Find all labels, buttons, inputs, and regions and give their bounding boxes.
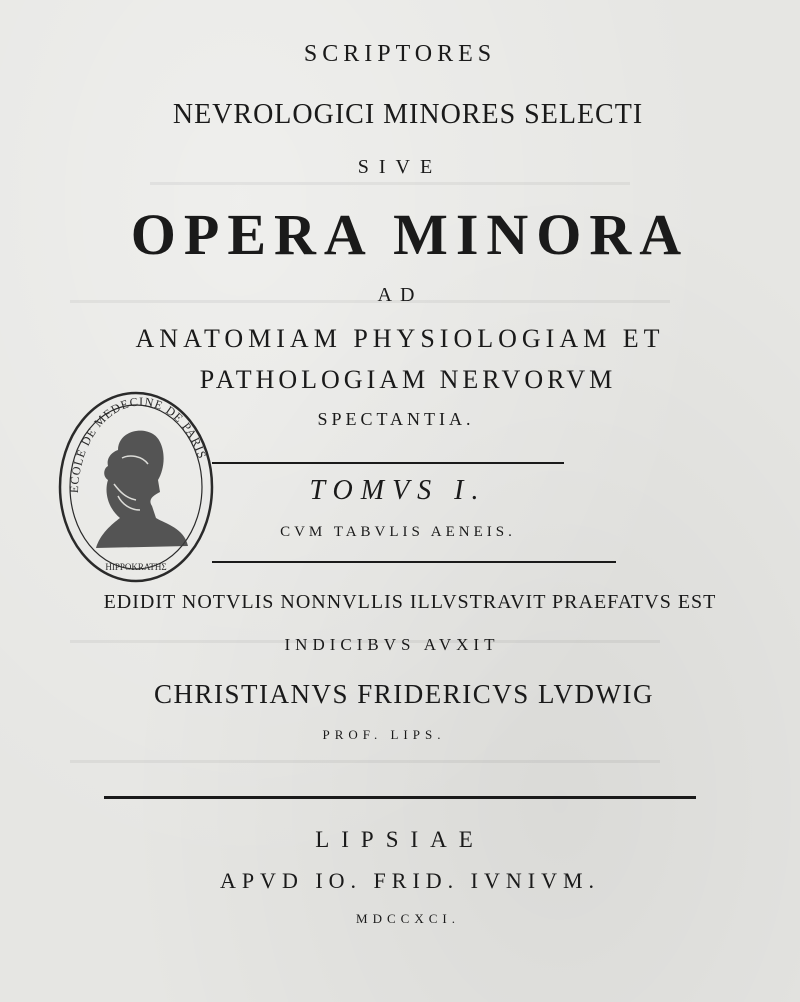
title-ad: AD bbox=[377, 284, 423, 306]
title-anatomiam: ANATOMIAM PHYSIOLOGIAM ET bbox=[135, 324, 665, 353]
svg-text:ECOLE DE MEDECINE DE PARIS: ECOLE DE MEDECINE DE PARIS bbox=[66, 394, 210, 494]
rule-middle bbox=[212, 561, 616, 563]
title-nevrologici: NEVROLOGICI MINORES SELECTI bbox=[172, 99, 644, 130]
editor-line-2: INDICIBVS AVXIT bbox=[284, 635, 500, 654]
title-spectantia: SPECTANTIA. bbox=[317, 409, 475, 429]
title-opera-minora: OPERA MINORA bbox=[130, 202, 690, 267]
editor-line-1: EDIDIT NOTVLIS NONNVLLIS ILLVSTRAVIT PRAEFATVS EST bbox=[103, 591, 717, 613]
title-sive: SIVE bbox=[357, 156, 443, 178]
rule-upper bbox=[212, 462, 564, 464]
bleed-through-line bbox=[70, 760, 660, 763]
hippocrates-portrait-stamp-icon bbox=[56, 388, 216, 586]
imprint-year: MDCCXCI. bbox=[356, 911, 460, 926]
plates-label: CVM TABVLIS AENEIS. bbox=[280, 524, 516, 540]
volume-label: TOMVS I. bbox=[309, 475, 487, 506]
stamp-name: HIPPOKRATHΣ bbox=[105, 562, 167, 572]
rule-lower bbox=[104, 796, 696, 799]
title-scriptores: SCRIPTORES bbox=[303, 41, 497, 67]
imprint-publisher: APVD IO. FRID. IVNIVM. bbox=[219, 868, 601, 893]
imprint-place: LIPSIAE bbox=[315, 827, 485, 852]
bleed-through-line bbox=[150, 182, 630, 185]
title-pathologiam: PATHOLOGIAM NERVORVM bbox=[199, 365, 617, 394]
author-title: PROF. LIPS. bbox=[322, 727, 446, 742]
author-name: CHRISTIANVS FRIDERICVS LVDWIG bbox=[153, 679, 655, 709]
